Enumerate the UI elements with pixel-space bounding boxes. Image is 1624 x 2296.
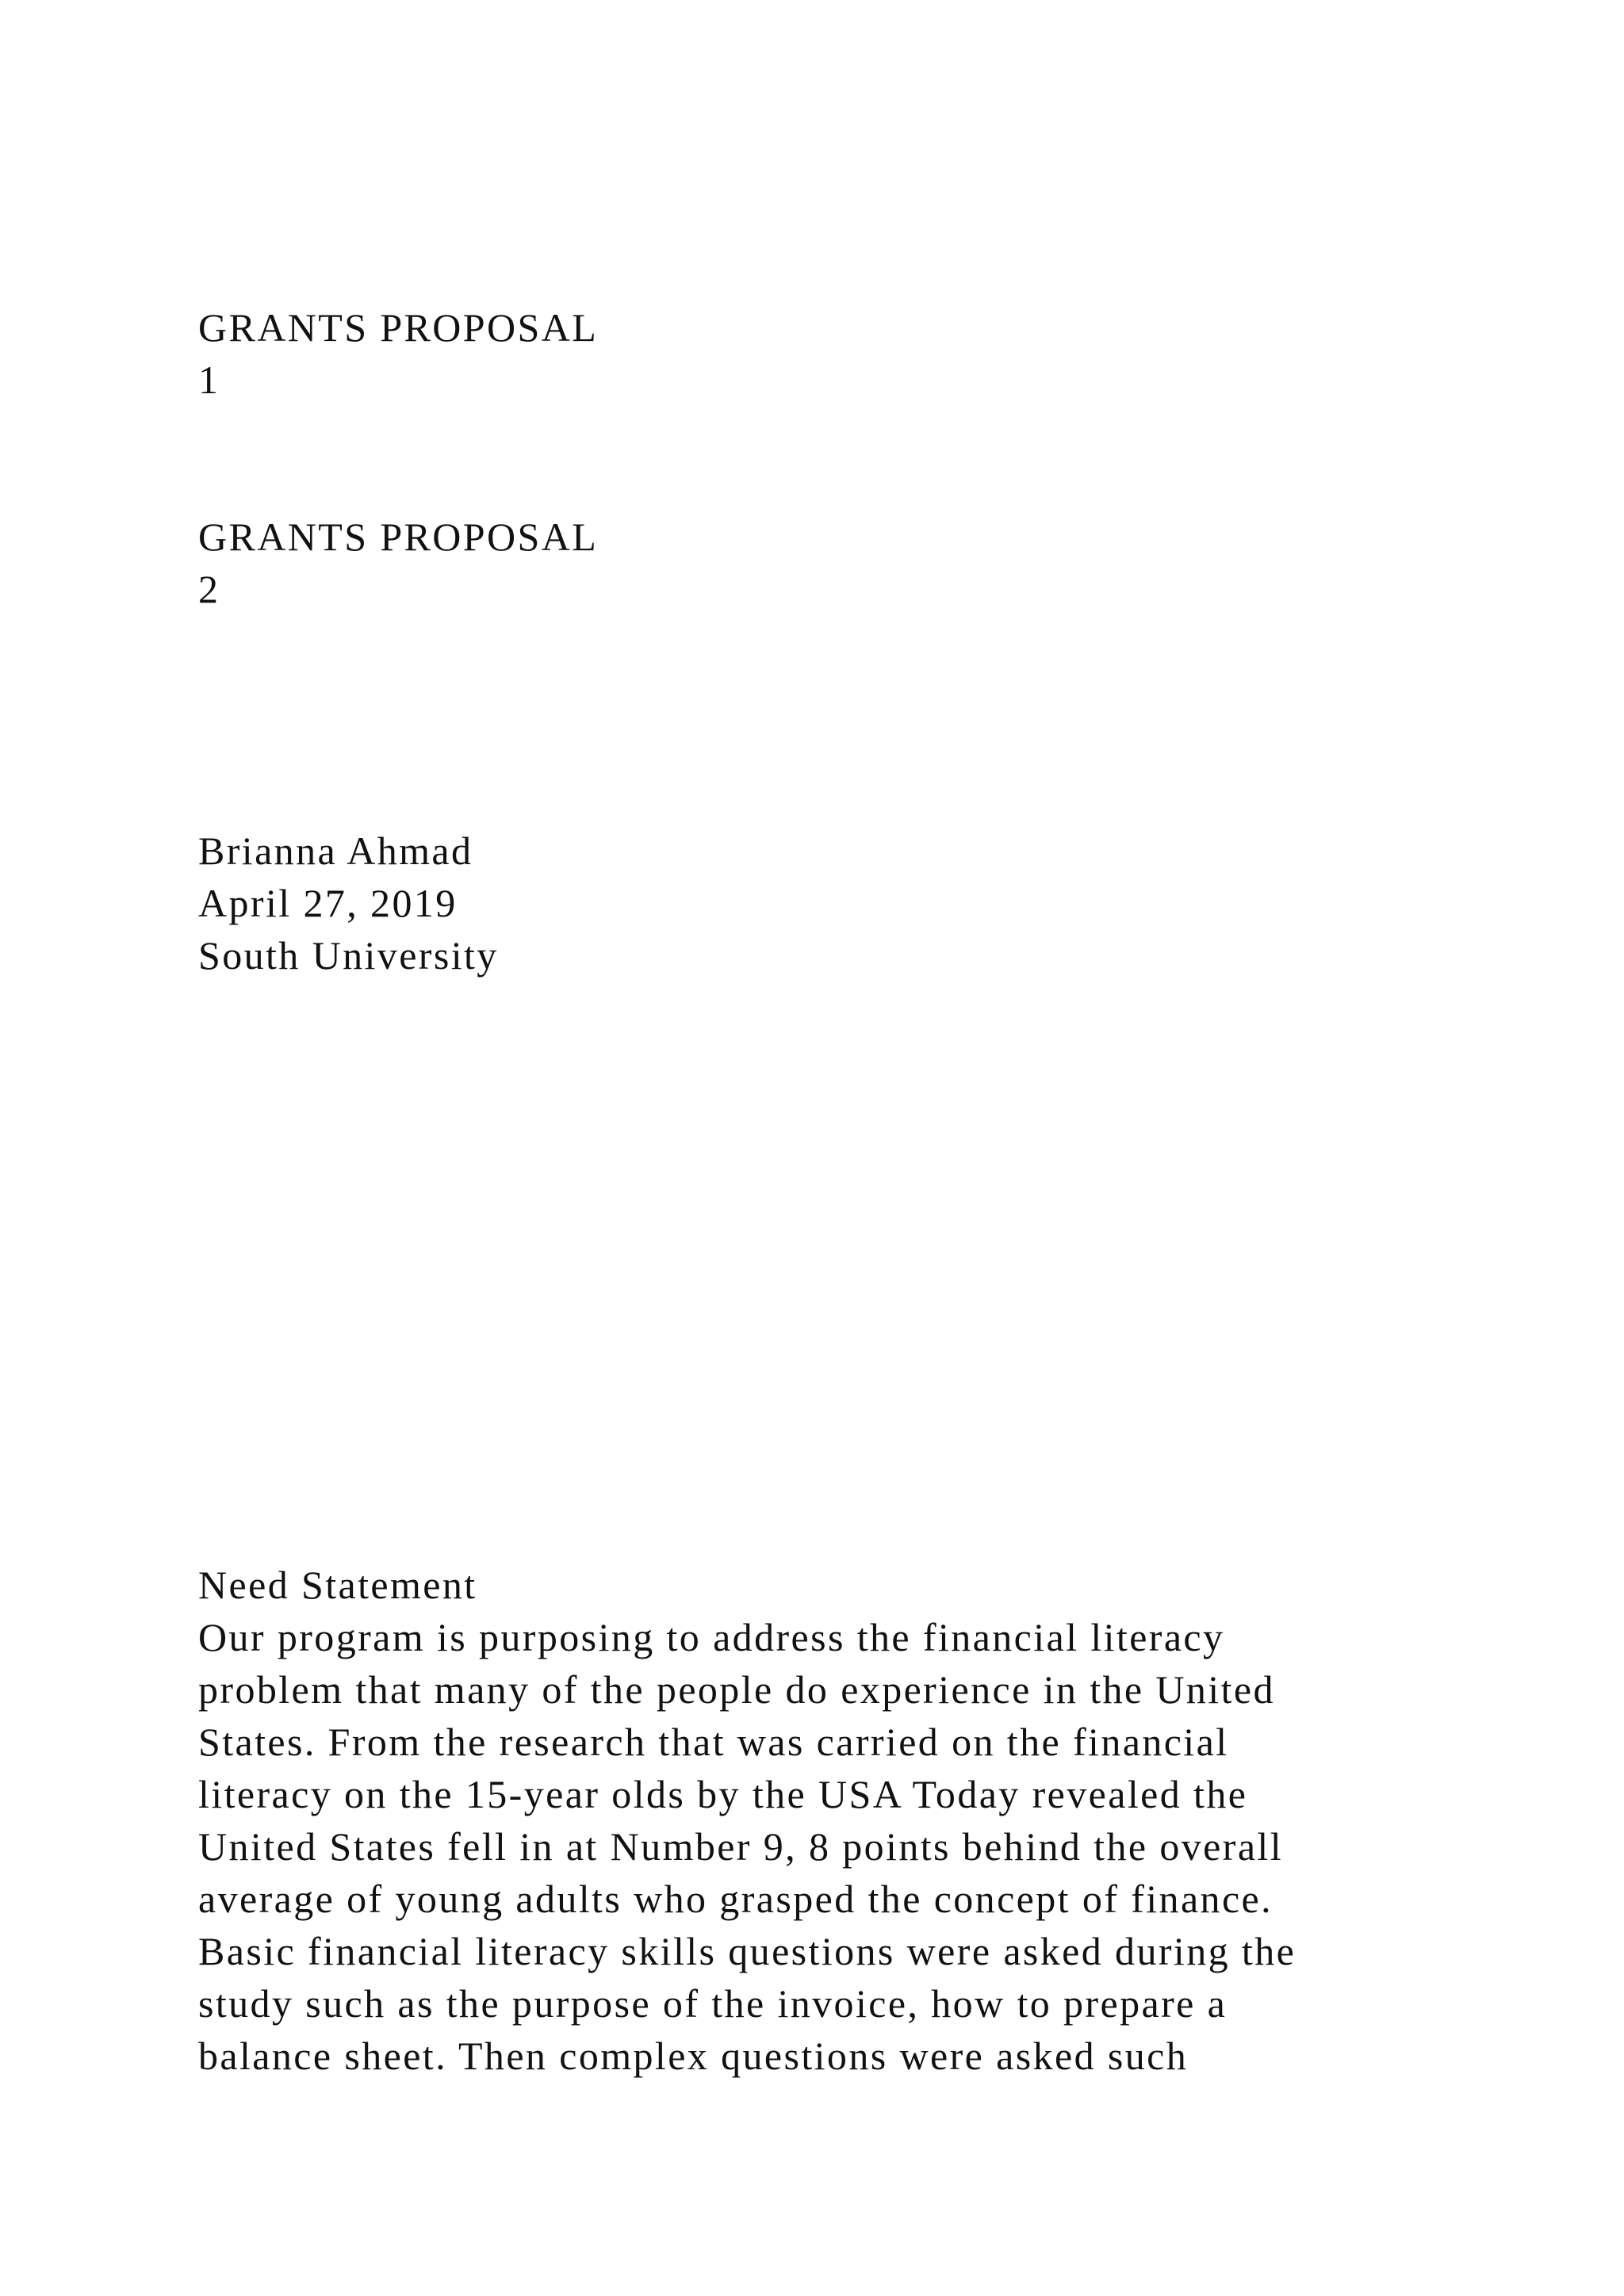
paragraph-line: average of young adults who grasped the concept of finance. — [198, 1877, 1274, 1921]
paragraph-line: Basic financial literacy skills questions were asked during the — [198, 1929, 1297, 1973]
paragraph-line: United States fell in at Number 9, 8 points behind the overall — [198, 1824, 1283, 1869]
page-number: 1 — [198, 358, 220, 402]
author-name: Brianna Ahmad — [198, 828, 473, 873]
paragraph-line: problem that many of the people do experience in the United — [198, 1667, 1275, 1712]
section-heading: Need Statement — [198, 1563, 477, 1607]
body-paragraph — [198, 1611, 1296, 2082]
paragraph-line: literacy on the 15-year olds by the USA Today revealed the — [198, 1772, 1248, 1816]
running-header-title: GRANTS PROPOSAL — [198, 515, 599, 559]
running-header-title: GRANTS PROPOSAL — [198, 305, 599, 350]
document-date: April 27, 2019 — [198, 881, 458, 925]
paragraph-line: States. From the research that was carried on the financial — [198, 1720, 1229, 1764]
page-number: 2 — [198, 567, 220, 611]
paragraph-line: Our program is purposing to address the financial literacy — [198, 1615, 1225, 1659]
institution-name: South University — [198, 933, 499, 978]
paragraph-line: balance sheet. Then complex questions were asked such — [198, 2034, 1189, 2078]
paragraph-line: study such as the purpose of the invoice, how to prepare a — [198, 1981, 1228, 2026]
